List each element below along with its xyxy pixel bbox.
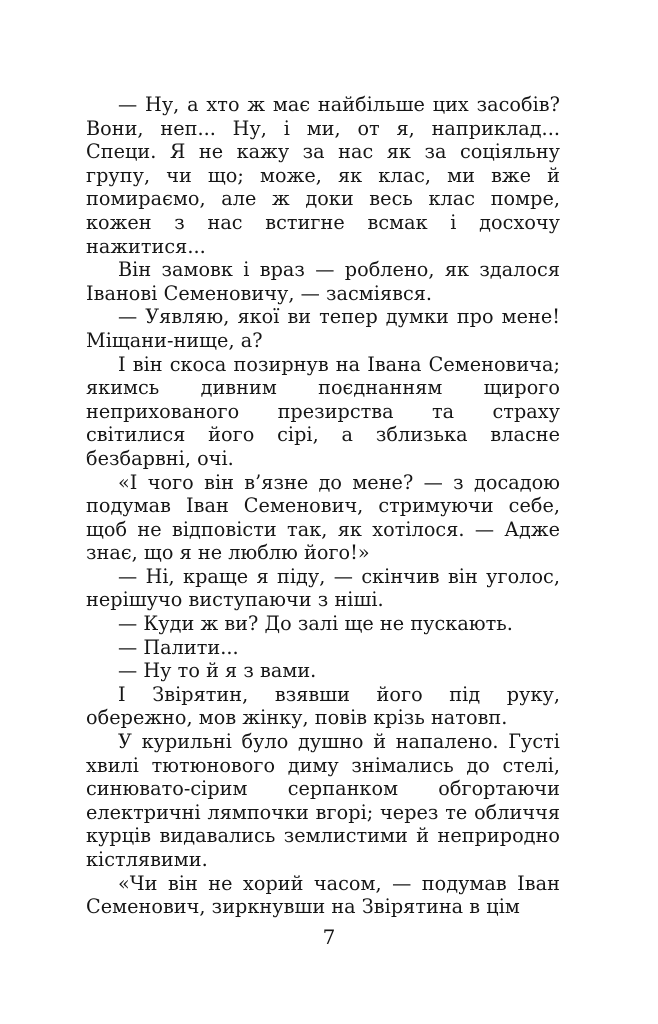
page-number: 7 (322, 925, 336, 949)
paragraph-1: — Ну, а хто ж має найбільше цих засобів? Вони, неп... Ну, і ми, от я, наприклад... Специ. Я не кажу за нас як за соціяльну групу, чи що; може, як клас, ми вже й помираємо, але ж доки весь клас помре, кожен з нас встигне всмак і досхочу нажитися... (86, 93, 560, 258)
paragraph-6: — Ні, краще я піду, — скінчив він уголос, нерішучо виступаючи з ніші. (86, 564, 560, 612)
paragraph-4: І він скоса позирнув на Івана Семеновича; якимсь дивним поєднанням щирого неприхованого презирства та страху світилися його сірі, а зблизька власне безбарвні, очі. (86, 352, 560, 470)
paragraph-5: «І чого він в’язне до мене? — з досадою подумав Іван Семенович, стримуючи себе, щоб не відповісти так, як хотілося. — Адже знає, що я не люблю його!» (86, 470, 560, 565)
paragraph-10: І Звірятин, взявши його під руку, обережно, мов жінку, повів крізь натовп. (86, 682, 560, 730)
page-text (86, 93, 560, 919)
paragraph-3: — Уявляю, якої ви тепер думки про мене! Міщани-нище, а? (86, 305, 560, 352)
paragraph-8: — Палити... (118, 635, 239, 659)
paragraph-11: У курильні було душно й напалено. Густі хвилі тютюнового диму знімались до стелі, синювато-сірим серпанком обгортаючи електричні лямпочки вгорі; через те обличчя курців видавались землистими й неприродно кістлявими. (86, 730, 560, 871)
paragraph-9: — Ну то й я з вами. (118, 659, 317, 683)
paragraph-12: «Чи він не хорий часом, — подумав Іван Семенович, зиркнувши на Звірятина в цім (86, 871, 560, 919)
paragraph-7: — Куди ж ви? До залі ще не пускають. (118, 612, 513, 636)
paragraph-2: Він замовк і враз — роблено, як здалося Іванові Семеновичу, — засміявся. (86, 258, 560, 305)
